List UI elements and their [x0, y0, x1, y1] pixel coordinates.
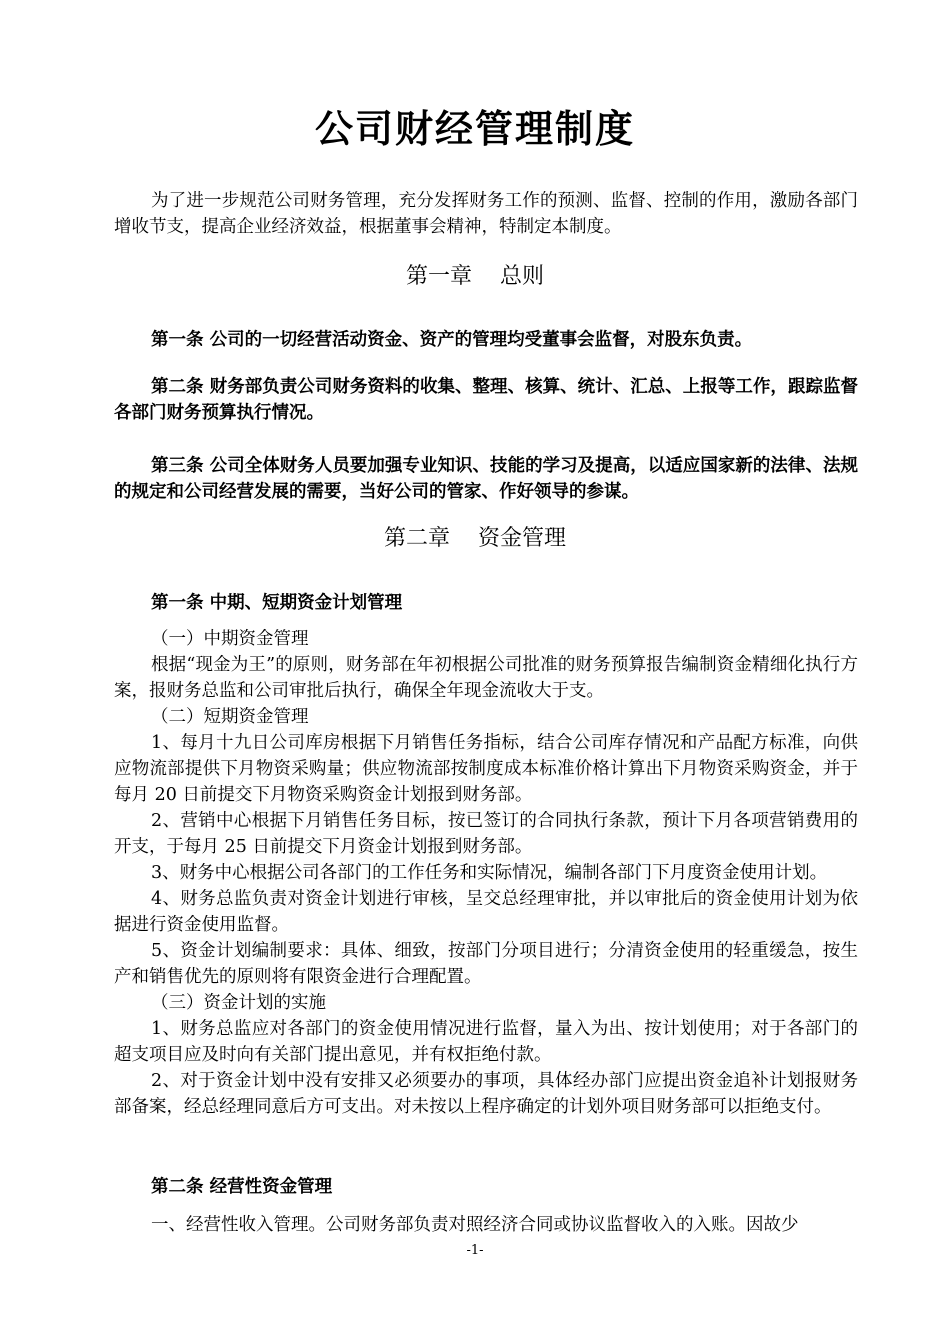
- intro-paragraph: 为了进一步规范公司财务管理，充分发挥财务工作的预测、监督、控制的作用，激励各部门增收节支，提高企业经济效益，根据董事会精神，特制定本制度。: [114, 191, 858, 237]
- sub2-item-1: 1、每月十九日公司库房根据下月销售任务指标，结合公司库存情况和产品配方标准，向供应物流部提供下月物资采购量；供应物流部按制度成本标准价格计算出下月物资采购资金，并于每月 20 日前提交下月物资采购资金计划报到财务部。: [114, 733, 858, 805]
- chapter-2-article-2-heading: 第二条 经营性资金管理: [151, 1177, 333, 1197]
- chapter-2-article-1-heading: 第一条 中期、短期资金计划管理: [151, 593, 403, 613]
- chapter-1-article-3: 第三条 公司全体财务人员要加强专业知识、技能的学习及提高，以适应国家新的法律、法规的规定和公司经营发展的需要，当好公司的管家、作好领导的参谋。: [114, 456, 858, 502]
- sub3-item-2: 2、对于资金计划中没有安排又必须要办的事项，具体经办部门应提出资金追补计划报财务部备案，经总经理同意后方可支出。对未按以上程序确定的计划外项目财务部可以拒绝支付。: [114, 1071, 858, 1117]
- page-number: -1-: [466, 1243, 484, 1258]
- sub3-item-1: 1、财务总监应对各部门的资金使用情况进行监督，量入为出、按计划使用；对于各部门的超支项目应及时向有关部门提出意见，并有权拒绝付款。: [114, 1019, 858, 1065]
- chapter-1-heading: [0, 262, 950, 292]
- sub2-heading: （二）短期资金管理: [151, 707, 309, 727]
- chapter-2-number: 第二章: [383, 526, 450, 551]
- sub2-item-3: 3、财务中心根据公司各部门的工作任务和实际情况，编制各部门下月度资金使用计划。: [151, 863, 828, 883]
- sub3-heading: （三）资金计划的实施: [151, 993, 326, 1013]
- chapter-1-number: 第一章: [405, 264, 472, 289]
- sub2-item-2: 2、营销中心根据下月销售任务目标，按已签订的合同执行条款，预计下月各项营销费用的开支，于每月 25 日前提交下月资金计划报到财务部。: [114, 811, 858, 857]
- document-title: 公司财经管理制度: [314, 107, 635, 151]
- sub2-item-4: 4、财务总监负责对资金计划进行审核，呈交总经理审批，并以审批后的资金使用计划为依据进行资金使用监督。: [114, 889, 858, 935]
- chapter-2-name: 资金管理: [478, 526, 567, 551]
- sub1-text: 根据“现金为王”的原则，财务部在年初根据公司批准的财务预算报告编制资金精细化执行方案，报财务总监和公司审批后执行，确保全年现金流收大于支。: [114, 655, 858, 701]
- sub2-item-5: 5、资金计划编制要求：具体、细致，按部门分项目进行；分清资金使用的轻重缓急，按生产和销售优先的原则将有限资金进行合理配置。: [114, 941, 858, 987]
- chapter-2-article-1-body: [114, 626, 858, 1120]
- chapter-2-article-2-text: 一、经营性收入管理。公司财务部负责对照经济合同或协议监督收入的入账。因故少: [151, 1215, 799, 1235]
- chapter-1-article-2: 第二条 财务部负责公司财务资料的收集、整理、核算、统计、汇总、上报等工作，跟踪监督各部门财务预算执行情况。: [114, 377, 858, 423]
- chapter-1-article-1: 第一条 公司的一切经营活动资金、资产的管理均受董事会监督，对股东负责。: [151, 330, 753, 350]
- chapter-2-heading: [0, 524, 950, 554]
- sub1-heading: （一）中期资金管理: [151, 629, 309, 649]
- chapter-1-name: 总则: [500, 264, 545, 289]
